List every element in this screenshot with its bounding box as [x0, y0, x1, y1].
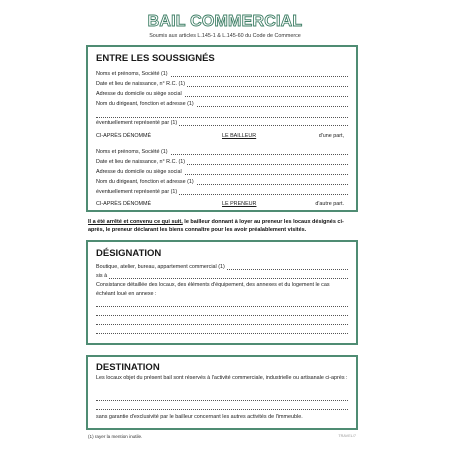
description-line-1[interactable] — [96, 306, 348, 307]
footnote: (1) rayer la mention inutile. — [88, 434, 143, 439]
lessor-designation-row: CI-APRÈS DÉNOMMÉ LE BAILLEUR d'une part, — [96, 133, 344, 139]
document-subtitle: Soumis aux articles L.145-1 & L.145-60 du Code de Commerce — [149, 33, 301, 39]
lessor-address-field[interactable]: Adresse du domicile ou siège social — [96, 90, 348, 99]
designation-section — [86, 240, 358, 345]
lessor-manager-field[interactable]: Nom du dirigeant, fonction et adresse (1) — [96, 100, 348, 109]
document-title: BAIL COMMERCIAL — [147, 13, 303, 30]
lessee-address-field[interactable]: Adresse du domicile ou siège social — [96, 168, 348, 177]
lessor-birth-field[interactable]: Date et lieu de naissance, n° R.C. (1) — [96, 80, 348, 89]
parties-heading: ENTRE LES SOUSSIGNÉS — [96, 53, 215, 64]
destination-closing: sans garantie d'exclusivité par le bailleur concernant les autres activités de l'immeuble. — [96, 414, 303, 420]
lessee-manager-field[interactable]: Nom du dirigeant, fonction et adresse (1) — [96, 178, 348, 187]
agreement-paragraph: Il a été arrêté et convenu ce qui suit, le bailleur donnant à loyer au preneur les locaux désignés ci-après, le preneur déclarant les biens connaître pour les avoir préalablement visités. — [88, 219, 344, 233]
activity-line-1[interactable] — [96, 400, 348, 401]
premises-type-field[interactable]: Boutique, atelier, bureau, appartement commercial (1) — [96, 263, 348, 272]
lessee-designation-row: CI-APRÈS DÉNOMMÉ LE PRENEUR d'autre part. — [96, 201, 344, 207]
lessor-representative-field[interactable]: éventuellement représenté par (1) — [96, 119, 348, 128]
lessee-name-field[interactable]: Noms et prénoms, Société (1) — [96, 148, 348, 157]
designation-heading: DÉSIGNATION — [96, 248, 162, 259]
premises-location-field[interactable]: sis à — [96, 272, 348, 281]
lessor-name-field[interactable]: Noms et prénoms, Société (1) — [96, 70, 348, 79]
description-line-2[interactable] — [96, 315, 348, 316]
description-line-3[interactable] — [96, 324, 348, 325]
destination-heading: DESTINATION — [96, 362, 160, 373]
activity-line-2[interactable] — [96, 409, 348, 410]
destination-section — [86, 355, 358, 430]
lessor-manager-extra-line[interactable] — [96, 117, 348, 118]
lessee-representative-field[interactable]: éventuellement représenté par (1) — [96, 188, 348, 197]
lessor-role: LE BAILLEUR — [222, 133, 257, 139]
lessee-birth-field[interactable]: Date et lieu de naissance, n° R.C. (1) — [96, 158, 348, 167]
parties-section — [86, 45, 358, 212]
description-line-4[interactable] — [96, 333, 348, 334]
premises-description-label: Consistance détaillée des locaux, des éléments d'équipement, des annexes et du logement le cas échéant loué en annexe : — [96, 282, 330, 297]
lessee-role: LE PRENEUR — [222, 201, 257, 207]
form-reference: TRAVEL/7 — [338, 434, 356, 438]
destination-label: Les locaux objet du présent bail sont réservés à l'activité commerciale, industrielle ou artisanale ci-après : — [96, 375, 348, 381]
